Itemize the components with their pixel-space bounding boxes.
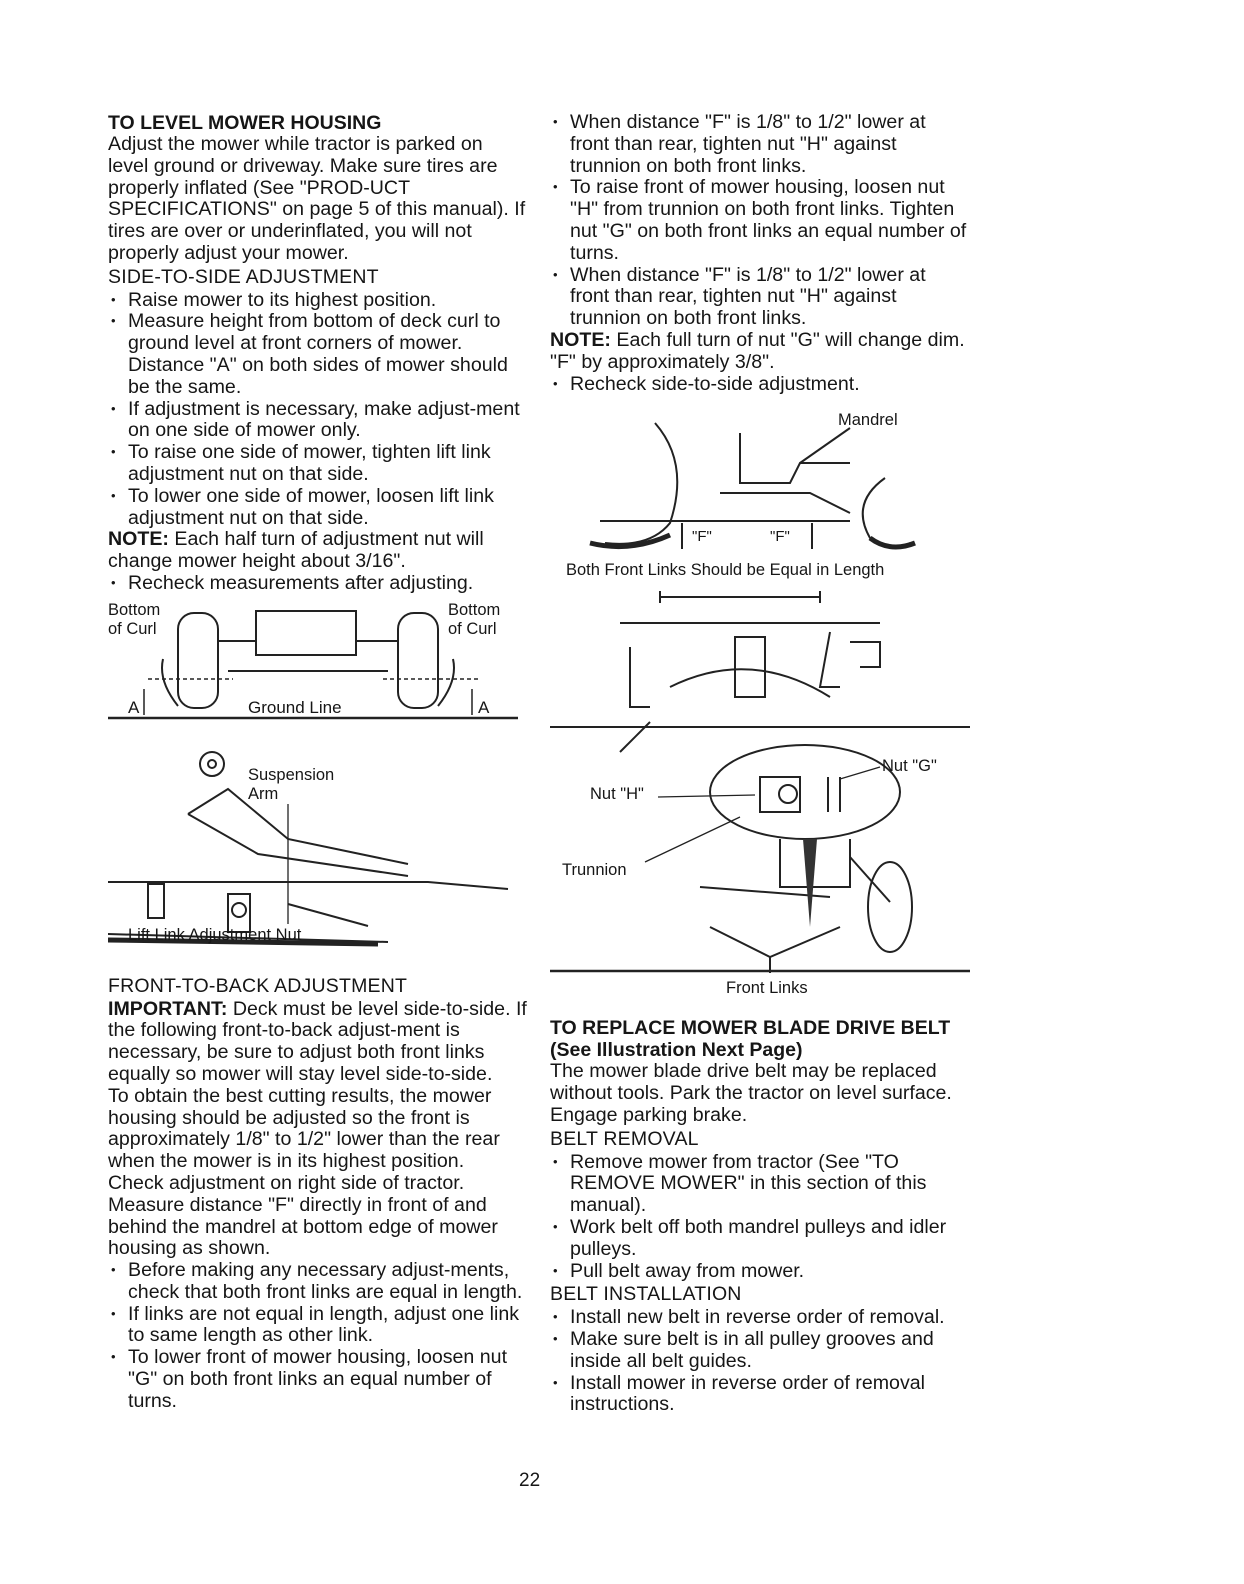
belt-installation-list (550, 1307, 970, 1416)
list-item: • If adjustment is necessary, make adjust-ment on one side of mower only. (108, 399, 528, 443)
list-item: • Recheck side-to-side adjustment. (550, 374, 970, 396)
distance-a-left: A (128, 697, 140, 717)
front-to-back-list (108, 1260, 528, 1413)
front-links-caption: Front Links (726, 979, 808, 998)
recheck-list (108, 573, 528, 595)
left-column (108, 112, 528, 1413)
level-mower-heading: TO LEVEL MOWER HOUSING (108, 112, 382, 134)
list-item: • To lower front of mower housing, loosen nut "G" on both front links an equal number of turns. (108, 1347, 528, 1412)
front-links-figure (550, 587, 970, 998)
list-item: • Install new belt in reverse order of removal. (550, 1307, 970, 1329)
note-label: NOTE: (550, 328, 611, 351)
list-item: • Measure height from bottom of deck curl to ground level at front corners of mower. Distance "A" on both sides of mower should be the same. (108, 311, 528, 398)
check-adjustment-paragraph: Check adjustment on right side of tractor. Measure distance "F" directly in front of and behind the mandrel at bottom edge of mower housing as shown. (108, 1171, 498, 1260)
front-adjust-list (550, 112, 970, 330)
suspension-arm-label: Suspension Arm (248, 765, 335, 803)
list-item: • Before making any necessary adjust-ments, check that both front links are equal in length. (108, 1260, 528, 1304)
important-text: Deck must be level side-to-side. If the following front-to-back adjust-ment is necessary, be sure to adjust both front links equally so mower will stay level side-to-side. (108, 997, 527, 1085)
front-to-back-heading: FRONT-TO-BACK ADJUSTMENT (108, 974, 408, 997)
list-item: • Recheck measurements after adjusting. (108, 573, 528, 595)
side-to-side-heading: SIDE-TO-SIDE ADJUSTMENT (108, 265, 379, 288)
list-item: • When distance "F" is 1/8" to 1/2" lower at front than rear, tighten nut "H" against trunnion on both front links. (550, 265, 970, 330)
list-item: • If links are not equal in length, adjust one link to same length as other link. (108, 1304, 528, 1348)
mandrel-illustration (550, 403, 970, 583)
important-paragraph (108, 999, 528, 1086)
nut-g-label: Nut "G" (882, 757, 937, 776)
best-cutting-paragraph: To obtain the best cutting results, the mower housing should be adjusted so the front is approximately 1/8" to 1/2" lower than the rear when the mower is in its highest position. (108, 1084, 500, 1173)
nut-h-label: Nut "H" (590, 785, 644, 804)
note-text: Each full turn of nut "G" will change dim. "F" by approximately 3/8". (550, 328, 965, 373)
note-full-turn (550, 330, 970, 374)
note-text: Each half turn of adjustment nut will change mower height about 3/16". (108, 528, 484, 573)
ground-line-label: Ground Line (248, 697, 342, 717)
belt-removal-heading: BELT REMOVAL (550, 1127, 699, 1150)
belt-installation-heading: BELT INSTALLATION (550, 1283, 742, 1306)
distance-f-rear: "F" (770, 528, 790, 546)
list-item: • To raise one side of mower, tighten lift link adjustment nut on that side. (108, 442, 528, 486)
right-column (550, 112, 970, 1416)
list-item: • Pull belt away from mower. (550, 1261, 970, 1283)
list-item: • When distance "F" is 1/8" to 1/2" lower at front than rear, tighten nut "H" against trunnion on both front links. (550, 112, 970, 177)
mandrel-label: Mandrel (838, 411, 898, 430)
side-to-side-list (108, 290, 528, 530)
list-item: • Make sure belt is in all pulley grooves and inside all belt guides. (550, 1329, 970, 1373)
list-item: • To raise front of mower housing, loosen nut "H" from trunnion on both front links. Tighten nut "G" on both front links an equal number of turns. (550, 177, 970, 264)
belt-removal-list (550, 1152, 970, 1283)
trunnion-label: Trunnion (562, 861, 627, 880)
list-item: • Work belt off both mandrel pulleys and idler pulleys. (550, 1217, 970, 1261)
list-item: • Raise mower to its highest position. (108, 290, 528, 312)
replace-belt-heading: TO REPLACE MOWER BLADE DRIVE BELT (See Illustration Next Page) (550, 1017, 951, 1062)
note-label: NOTE: (108, 528, 169, 551)
distance-a-right: A (478, 697, 490, 717)
bottom-curl-right-label: Bottom of Curl (448, 600, 501, 638)
bottom-curl-left-label: Bottom of Curl (108, 600, 161, 638)
ground-line-figure (108, 601, 518, 726)
list-item: • Install mower in reverse order of removal instructions. (550, 1373, 970, 1417)
lift-link-label: Lift Link Adjustment Nut (128, 925, 302, 944)
recheck-side-list (550, 374, 970, 396)
suspension-arm-figure (108, 744, 518, 954)
list-item: • Remove mower from tractor (See "TO REMOVE MOWER" in this section of this manual). (550, 1152, 970, 1217)
list-item: • To lower one side of mower, loosen lift link adjustment nut on that side. (108, 486, 528, 530)
replace-belt-paragraph: The mower blade drive belt may be replaced without tools. Park the tractor on level surface. Engage parking brake. (550, 1060, 952, 1126)
level-mower-paragraph: Adjust the mower while tractor is parked on level ground or driveway. Make sure tires are properly inflated (See "PROD-UCT SPECIFICATIONS" on page 5 of this manual). If tires are over or underinflated, you will not properly adjust your mower. (108, 133, 526, 264)
note-half-turn (108, 529, 528, 573)
equal-length-caption: Both Front Links Should be Equal in Length (566, 561, 885, 580)
page-number: 22 (519, 1470, 541, 1491)
mandrel-figure (550, 403, 970, 583)
important-label: IMPORTANT: (108, 997, 228, 1020)
distance-f-front: "F" (692, 528, 712, 546)
